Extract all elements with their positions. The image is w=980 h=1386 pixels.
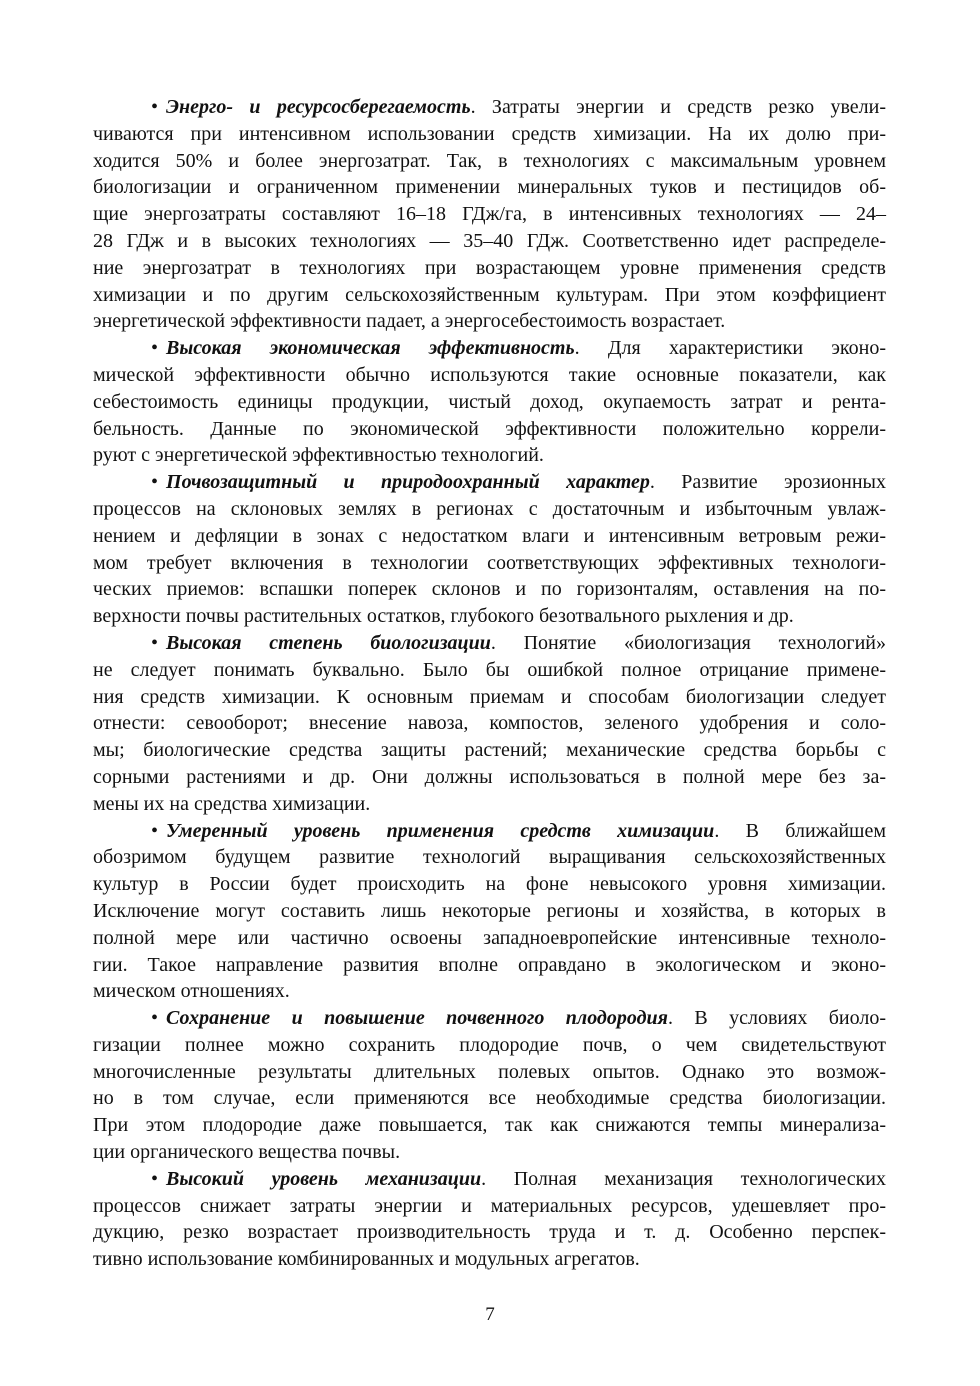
bullet-icon: • [151,1167,159,1190]
paragraph-text: . В условиях биоло- [667,1007,886,1030]
paragraph-line [93,469,886,496]
bullet-icon: • [151,1007,159,1030]
paragraph-line [93,1166,886,1193]
paragraph-text: . Полная механизация технологических [481,1167,886,1190]
paragraph-line: процессов снижает затраты энергии и материальных ресурсов, удешевляет про- [93,1194,886,1217]
bullet-icon: • [151,819,159,842]
paragraph-line: но в том случае, если применяются все необходимые средства биологизации. [93,1087,886,1110]
bullet-icon: • [151,471,159,494]
page-number: 7 [485,1304,495,1325]
paragraph-line: дукцию, резко возрастает производительность труда и т. д. Особенно перспек- [93,1221,886,1244]
paragraph-line: мены их на средства химизации. [93,792,371,815]
bullet-paragraph [93,818,886,1006]
bullet-paragraph [93,1005,886,1166]
paragraph-line: полной мере или частично освоены западноевропейские интенсивные техноло- [93,926,886,949]
paragraph-line [93,335,886,362]
paragraph-title: Почвозащитный и природоохранный характер [166,471,650,494]
paragraph-line [93,630,886,657]
paragraph-line [93,94,886,121]
paragraph-line: энергетической эффективности падает, а энергосебестоимость возрастает. [93,310,726,333]
paragraph-line: руют с энергетической эффективностью технологий. [93,444,544,467]
paragraph-line: химизации и по другим сельскохозяйственным культурам. При этом коэффициент [93,283,886,306]
paragraph-line: многочисленные результаты длительных полевых опытов. Однако это возмож- [93,1060,886,1083]
paragraph-line: верхности почвы растительных остатков, глубокого безотвального рыхления и др. [93,605,794,628]
paragraph-line: сорными растениями и др. Они должны использоваться в полной мере без за- [93,765,886,788]
paragraph-line: нением и дефляции в зонах с недостатком влаги и интенсивным ветровым режи- [93,524,886,547]
paragraph-line: мы; биологические средства защиты растений; механические средства борьбы с [93,739,886,762]
bullet-icon: • [151,631,159,654]
paragraph-text: . Затраты энергии и средств резко увели- [470,96,886,118]
paragraph-line: биологизации и ограниченном применении минеральных туков и пестицидов об- [93,176,886,199]
paragraph-line [93,1005,886,1032]
paragraph-line: ческих приемов: вспашки поперек склонов и по горизонталям, оставления на по- [93,578,886,601]
paragraph-line: бельность. Данные по экономической эффективности положительно коррели- [93,417,886,440]
bullet-paragraph [93,335,886,469]
paragraph-text: . В ближайшем [714,819,886,842]
paragraph-line: мической эффективности обычно используются такие основные показатели, как [93,363,886,386]
paragraph-line: процессов на склоновых землях в регионах с достаточным и избыточным увлаж- [93,497,886,520]
paragraph-title: Умеренный уровень применения средств химизации [166,819,715,842]
bullet-paragraph [93,469,886,630]
paragraph-line: культур в России будет происходить на фоне невысокого уровня химизации. [93,873,886,896]
paragraph-line: тивно использование комбинированных и модульных агрегатов. [93,1248,640,1271]
paragraph-line: Исключение могут составить лишь некоторые регионы и хозяйства, в которых в [93,899,886,922]
bullet-paragraph [93,1166,886,1273]
paragraph-title: Сохранение и повышение почвенного плодородия [166,1007,668,1030]
paragraph-title: Высокая экономическая эффективность [166,337,575,360]
paragraph-line: отнести: севооборот; внесение навоза, компостов, зеленого удобрения и соло- [93,712,886,735]
paragraph-line: мом требует включения в технологии соответствующих эффективных технологи- [93,551,886,574]
paragraph-text: . Понятие «биологизация технологий» [490,631,886,654]
paragraph-line: обозримом будущем развитие технологий выращивания сельскохозяйственных [93,846,886,869]
paragraph-line: При этом плодородие даже повышается, так как снижаются темпы минерализа- [93,1114,886,1137]
bullet-paragraph [93,94,886,335]
bullet-icon: • [151,96,159,118]
paragraph-line: ходится 50% и более энергозатрат. Так, в технологиях с максимальным уровнем [93,149,886,172]
paragraph-line: не следует понимать буквально. Было бы ошибкой полное отрицание примене- [93,658,886,681]
paragraph-line: 28 ГДж и в высоких технологиях — 35–40 ГДж. Соответственно идет распределе- [93,229,886,252]
paragraph-line: чиваются при интенсивном использовании средств химизации. На их долю при- [93,122,886,145]
paragraph-line: ние энергозатрат в технологиях при возрастающем уровне применения средств [93,256,886,279]
paragraph-title: Высокая степень биологизации [166,631,491,654]
page-body [93,94,886,1273]
paragraph-title: Энерго- и ресурсосберегаемость [166,96,471,118]
paragraph-line: себестоимость единицы продукции, чистый доход, окупаемость затрат и рента- [93,390,886,413]
paragraph-line: гизации полнее можно сохранить плодородие почв, о чем свидетельствуют [93,1033,886,1056]
paragraph-line: мическом отношениях. [93,980,290,1003]
paragraph-text: . Для характеристики эконо- [574,337,886,360]
bullet-paragraph [93,630,886,818]
paragraph-line [93,818,886,845]
bullet-icon: • [151,337,159,360]
paragraph-line: щие энергозатраты составляют 16–18 ГДж/га, в интенсивных технологиях — 24– [93,203,886,226]
paragraph-line: гии. Такое направление развития вполне оправдано в экологическом и эконо- [93,953,886,976]
paragraph-line: ции органического вещества почвы. [93,1141,401,1164]
paragraph-title: Высокий уровень механизации [166,1167,482,1190]
paragraph-line: ния средств химизации. К основным приемам и способам биологизации следует [93,685,886,708]
paragraph-text: . Развитие эрозионных [649,471,886,494]
